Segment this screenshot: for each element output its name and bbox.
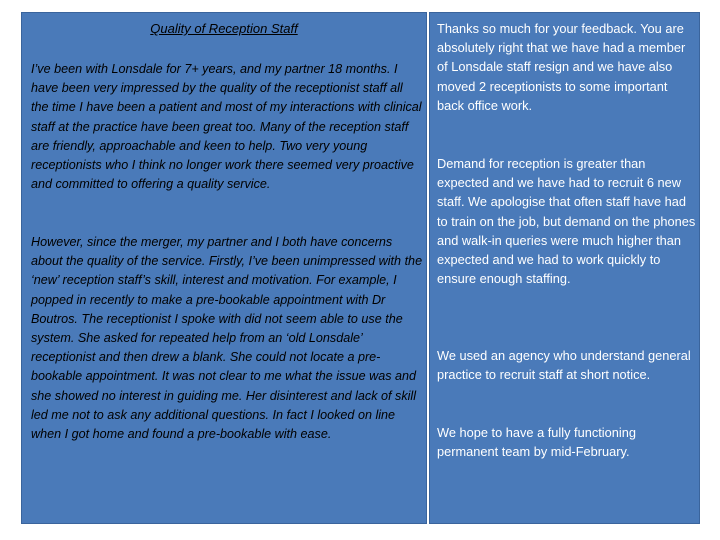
response-paragraph-1: Thanks so much for your feedback. You are absolutely right that we have had a member of Lonsdale staff resign and we have also moved 2 receptionists to some important back office work. [437,21,686,113]
feedback-panel [21,12,427,524]
response-paragraph-4: We hope to have a fully functioning permanent team by mid-February. [437,425,636,460]
feedback-paragraph-1: I’ve been with Lonsdale for 7+ years, and my partner 18 months. I have been very impressed by the quality of the receptionist staff all the time I have been a patient and most of my interactions with clinical staff at the practice have been great too. Many of the reception staff are friendly, approachable and keen to help. Two very young receptionists who I think no longer work there seemed very proactive and committed to offering a quality service. [31,62,422,192]
response-paragraph-2: Demand for reception is greater than expected and we have had to recruit 6 new staff. We apologise that often staff have had to train on the job, but demand on the phones and walk-in queries were much higher than expected and we had to work quickly to ensure enough staffing. [437,156,696,287]
response-panel [429,12,700,524]
feedback-title: Quality of Reception Staff [150,21,298,36]
feedback-paragraph-2: However, since the merger, my partner and I both have concerns about the quality of the service. Firstly, I’ve been unimpressed with the ‘new’ reception staff’s skill, interest and motivation. For example, I popped in recently to make a pre-bookable appointment with Dr Boutros. The receptionist I spoke with did not seem able to use the system. She asked for repeated help from an ‘old Lonsdale’ receptionist and then drew a blank. She could not locate a pre-bookable appointment. It was not clear to me what the issue was and she showed no interest in guiding me. Her disinterest and lack of skill led me not to ask any additional questions. In fact I looked on line when I got home and found a pre-bookable with ease. [31,235,423,442]
response-paragraph-3: We used an agency who understand general practice to recruit staff at short notice. [437,348,691,383]
